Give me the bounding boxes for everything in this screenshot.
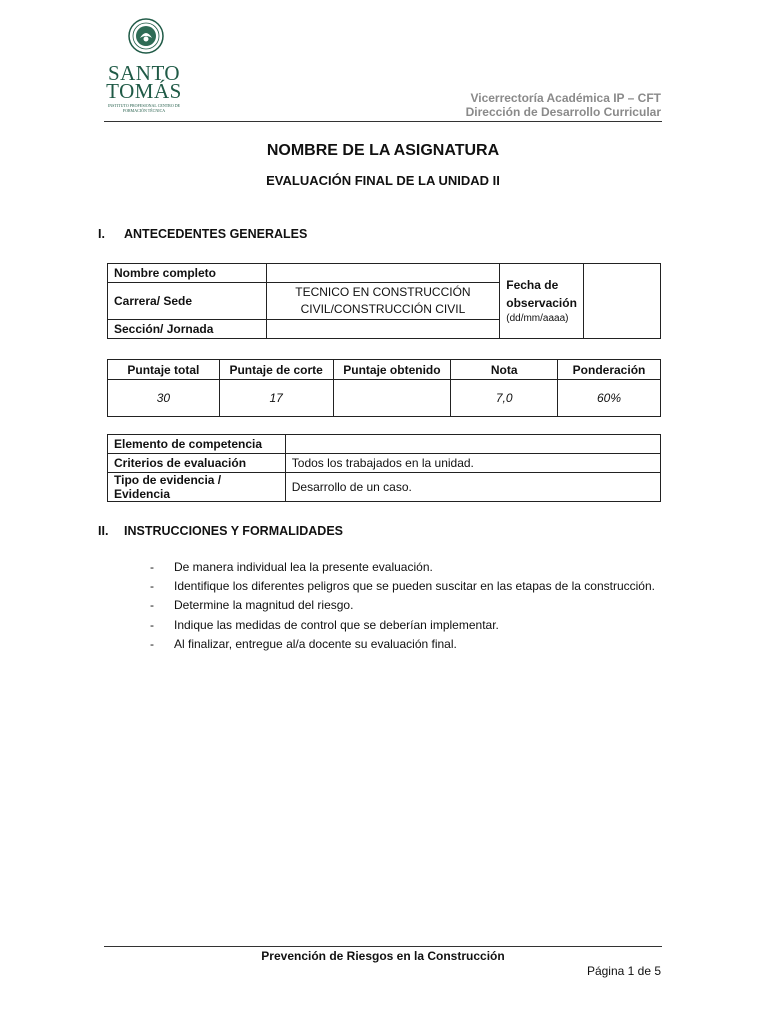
nombre-label: Nombre completo [108,264,267,283]
instruction-text: Identifique los diferentes peligros que se pueden suscitar en las etapas de la construcción. [174,579,655,594]
header-puntaje-corte: Puntaje de corte [219,360,333,380]
section-heading-1 [98,227,398,243]
scores-table [107,359,661,417]
evidencia-value: Desarrollo de un caso. [285,473,660,502]
section-title: INSTRUCCIONES Y FORMALIDADES [124,524,344,538]
section-number: I. [98,227,105,241]
fecha-format: (dd/mm/aaaa) [506,313,569,324]
competencia-label: Elemento de competencia [108,435,286,454]
bullet-dash: - [150,579,154,594]
institution-logo-text [104,61,184,113]
course-title: NOMBRE DE LA ASIGNATURA [266,142,500,159]
value-ponderacion: 60% [558,380,661,417]
logo-line-2: TOMÁS [106,79,182,103]
carrera-value-line1: TECNICO EN CONSTRUCCIÓN [295,285,471,299]
evidencia-label: Tipo de evidencia / Evidencia [108,473,286,502]
carrera-label: Carrera/ Sede [108,283,267,320]
criterios-value: Todos los trabajados en la unidad. [285,454,660,473]
value-puntaje-obtenido[interactable] [333,380,451,417]
instruction-text: De manera individual lea la presente evaluación. [174,560,433,574]
instruction-text: Determine la magnitud del riesgo. [174,598,354,613]
evaluation-subtitle: EVALUACIÓN FINAL DE LA UNIDAD II [266,173,500,188]
competencia-table [107,434,661,502]
value-nota: 7,0 [451,380,558,417]
header-vicerrectoria: Vicerrectoría Académica IP – CFT [470,91,661,105]
section-number: II. [98,524,109,538]
competencia-value[interactable] [285,435,660,454]
criterios-label: Criterios de evaluación [108,454,286,473]
fecha-label-line1: Fecha de [506,278,559,292]
fecha-field[interactable] [583,264,660,339]
value-puntaje-total: 30 [108,380,220,417]
page-number: Página 1 de 5 [586,964,661,978]
institution-seal-logo [128,18,164,54]
header-nota: Nota [451,360,558,380]
fecha-label-cell [500,264,584,339]
header-ponderacion: Ponderación [558,360,661,380]
header-puntaje-obtenido: Puntaje obtenido [333,360,451,380]
bullet-dash: - [150,636,154,651]
value-puntaje-corte: 17 [219,380,333,417]
header-rule [104,121,662,122]
carrera-value-line2: CIVIL/CONSTRUCCIÓN CIVIL [300,302,466,316]
header-department [466,91,661,119]
general-info-table [107,263,661,339]
seccion-field[interactable] [266,320,500,339]
section-heading-2 [98,524,398,540]
logo-line-3: INSTITUTO PROFESIONAL CENTRO DE FORMACIÓN TÉCNICA [107,103,181,113]
carrera-field [266,283,500,320]
footer-course-name: Prevención de Riesgos en la Construcción [261,949,505,963]
header-puntaje-total: Puntaje total [108,360,220,380]
nombre-field[interactable] [266,264,500,283]
instruction-text: Al finalizar, entregue al/a docente su evaluación final. [174,636,457,651]
logo-line-1: SANTO [107,61,181,85]
header-direccion: Dirección de Desarrollo Curricular [465,105,661,119]
footer-rule [104,946,662,947]
section-title: ANTECEDENTES GENERALES [124,227,308,241]
instruction-text: Indique las medidas de control que se deberían implementar. [174,617,499,632]
seccion-label: Sección/ Jornada [108,320,267,339]
fecha-label-line2: observación [506,296,577,310]
bullet-dash: - [150,598,154,613]
bullet-dash: - [150,560,154,574]
bullet-dash: - [150,617,154,632]
